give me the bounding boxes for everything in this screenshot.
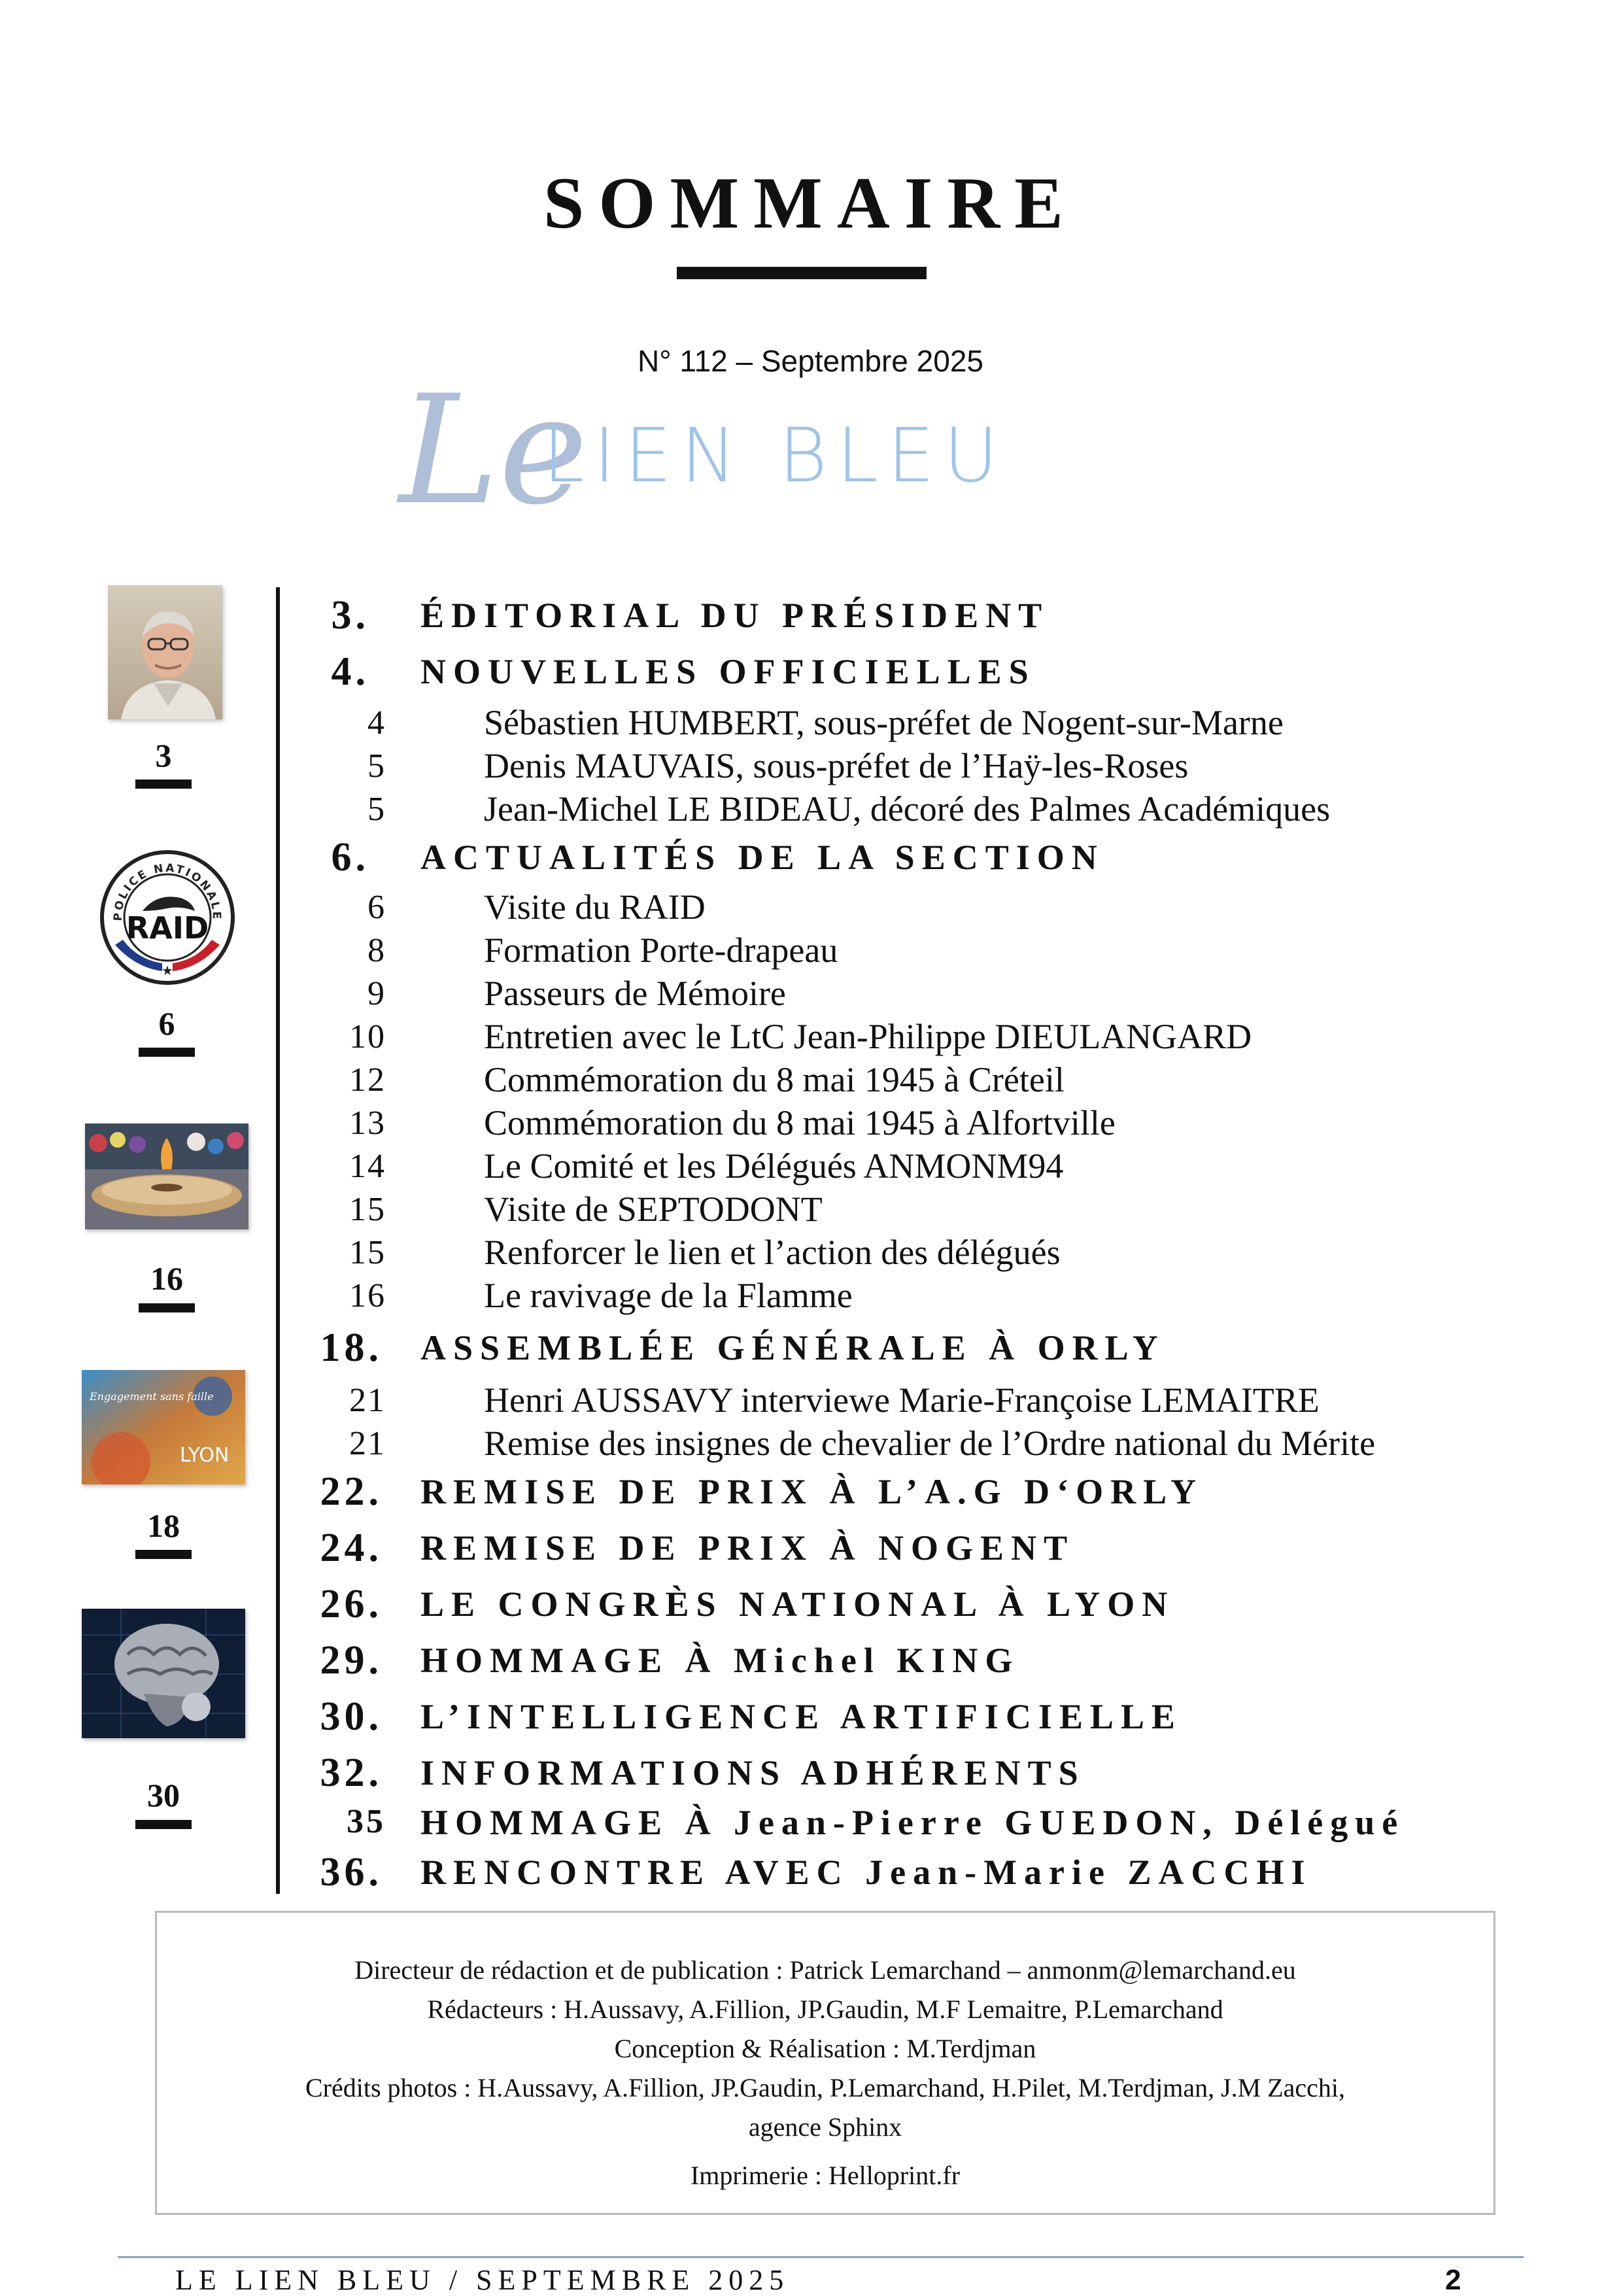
ai-brain-icon <box>82 1609 245 1738</box>
toc-sub-page: 14 <box>349 1148 386 1185</box>
toc-sub-title: Visite de SEPTODONT <box>484 1190 823 1229</box>
congress-poster-icon <box>82 1370 245 1484</box>
thumb-bar-3 <box>135 780 192 789</box>
toc-sub-title: Formation Porte-drapeau <box>484 931 838 970</box>
toc-main-page: 24. <box>320 1526 383 1570</box>
toc-sub-page: 21 <box>349 1425 386 1462</box>
svg-text:LYON: LYON <box>180 1444 230 1467</box>
toc-sub-page: 5 <box>367 747 386 785</box>
footer-rule <box>118 2256 1524 2258</box>
thumb-bar-6 <box>139 1048 195 1057</box>
toc-main-title: INFORMATIONS ADHÉRENTS <box>420 1753 1085 1792</box>
toc-main-page: 29. <box>320 1638 383 1683</box>
toc-sub-page: 6 <box>367 889 386 926</box>
flame-memorial-icon <box>85 1123 248 1229</box>
logo-le: Le <box>399 364 588 538</box>
credits-editors: Rédacteurs : H.Aussavy, A.Fillion, JP.Gaudin, M.F Lemaitre, P.Lemarchand <box>427 1995 1223 2024</box>
thumb-congress-poster <box>82 1370 245 1484</box>
toc-sub-page: 8 <box>367 932 386 969</box>
svg-text:RAID: RAID <box>126 910 209 946</box>
thumb-bar-16 <box>139 1303 195 1312</box>
thumb-page-30: 30 <box>147 1777 180 1813</box>
toc-sub-page: 4 <box>367 704 386 742</box>
toc-sub-page: 16 <box>349 1277 386 1314</box>
thumb-ai-brain <box>82 1609 245 1738</box>
toc-sub-title: Henri AUSSAVY interviewe Marie-Françoise LEMAITRE <box>484 1380 1320 1420</box>
title-underline <box>677 267 927 279</box>
toc-sub-page: 15 <box>349 1191 386 1228</box>
toc-main-title: NOUVELLES OFFICIELLES <box>420 652 1036 691</box>
thumb-raid-emblem <box>97 847 238 988</box>
toc-main-page: 30. <box>320 1694 383 1739</box>
toc-main-page: 35 <box>347 1803 386 1840</box>
thumb-page-18: 18 <box>147 1507 180 1544</box>
toc-sub-title: Sébastien HUMBERT, sous-préfet de Nogent-sur-Marne <box>484 703 1284 742</box>
footer-publication: LE LIEN BLEU / SEPTEMBRE 2025 <box>175 2264 790 2296</box>
toc-main-page: 32. <box>320 1751 383 1795</box>
toc-sub-page: 13 <box>349 1105 386 1142</box>
toc-main-page: 36. <box>320 1850 383 1894</box>
thumb-bar-18 <box>135 1550 192 1559</box>
toc-main-title: ÉDITORIAL DU PRÉSIDENT <box>420 596 1049 635</box>
credits-printer: Imprimerie : Helloprint.fr <box>690 2161 961 2190</box>
thumb-bar-30 <box>135 1820 192 1829</box>
issue-number: N° 112 – Septembre 2025 <box>638 344 983 378</box>
toc-sub-page: 9 <box>367 975 386 1012</box>
thumb-flame-memorial <box>85 1123 248 1229</box>
toc-main-title: HOMMAGE À Michel KING <box>420 1641 1020 1680</box>
toc-main-title: RENCONTRE AVEC Jean-Marie ZACCHI <box>420 1853 1312 1892</box>
svg-text:POLICE NATIONALE: POLICE NATIONALE <box>111 861 224 921</box>
toc-sub-title: Commémoration du 8 mai 1945 à Créteil <box>484 1060 1065 1099</box>
thumb-page-6: 6 <box>158 1005 175 1042</box>
toc-sub-title: Entretien avec le LtC Jean-Philippe DIEULANGARD <box>484 1017 1252 1056</box>
toc-sub-title: Denis MAUVAIS, sous-préfet de l’Haÿ-les-Roses <box>484 746 1189 785</box>
toc-main-page: 3. <box>331 593 369 638</box>
toc-main-page: 4. <box>331 649 369 694</box>
toc-main-page: 6. <box>331 835 369 880</box>
raid-emblem-icon <box>97 847 238 988</box>
credits-box <box>155 1911 1495 2215</box>
toc-main-title: L’INTELLIGENCE ARTIFICIELLE <box>420 1697 1182 1736</box>
portrait-icon <box>108 585 222 719</box>
toc-main-title: HOMMAGE À Jean-Pierre GUEDON, Délégué <box>420 1803 1405 1842</box>
thumb-portrait <box>108 585 222 719</box>
svg-text:★: ★ <box>162 964 173 978</box>
page-title: SOMMAIRE <box>543 163 1078 244</box>
toc-sub-title: Passeurs de Mémoire <box>484 974 786 1013</box>
toc-main-page: 26. <box>320 1582 383 1626</box>
toc-main-title: LE CONGRÈS NATIONAL À LYON <box>420 1585 1175 1624</box>
toc-main-title: ACTUALITÉS DE LA SECTION <box>420 838 1104 877</box>
toc-sub-title: Jean-Michel LE BIDEAU, décoré des Palmes Académiques <box>484 789 1331 829</box>
toc-sub-page: 12 <box>349 1061 386 1099</box>
thumb-page-3: 3 <box>155 737 172 774</box>
toc-sub-title: Visite du RAID <box>484 887 706 927</box>
credits-director: Directeur de rédaction et de publication : Patrick Lemarchand – anmonm@lemarchand.eu <box>354 1955 1296 1985</box>
credits-photos-cont: agence Sphinx <box>748 2112 902 2142</box>
toc-main-page: 18. <box>320 1326 383 1370</box>
toc-sub-title: Commémoration du 8 mai 1945 à Alfortville <box>484 1103 1116 1142</box>
toc-sub-title: Le Comité et les Délégués ANMONM94 <box>484 1146 1064 1186</box>
toc-sub-page: 15 <box>349 1234 386 1271</box>
toc-sub-page: 10 <box>349 1018 386 1055</box>
logo-text: LIEN BLEU <box>543 412 1008 499</box>
toc-sub-title: Remise des insignes de chevalier de l’Ordre national du Mérite <box>484 1424 1376 1463</box>
toc-sub-page: 5 <box>367 791 386 828</box>
toc-sub-title: Le ravivage de la Flamme <box>484 1276 853 1315</box>
toc-sub-title: Renforcer le lien et l’action des délégués <box>484 1233 1061 1272</box>
toc-main-title: REMISE DE PRIX À NOGENT <box>420 1528 1075 1568</box>
toc-main-page: 22. <box>320 1469 383 1514</box>
footer-page-number: 2 <box>1445 2264 1461 2296</box>
toc-main-title: ASSEMBLÉE GÉNÉRALE À ORLY <box>420 1328 1165 1367</box>
credits-design: Conception & Réalisation : M.Terdjman <box>614 2034 1036 2063</box>
credits-photos: Crédits photos : H.Aussavy, A.Fillion, JP.Gaudin, P.Lemarchand, H.Pilet, M.Terdjman, J.M Zacchi, <box>305 2073 1346 2102</box>
svg-text:Engagement sans faille: Engagement sans faille <box>90 1390 214 1403</box>
toc-sub-page: 21 <box>349 1382 386 1419</box>
thumb-page-16: 16 <box>150 1260 183 1297</box>
toc-main-title: REMISE DE PRIX À L’A.G D‘ORLY <box>420 1472 1204 1511</box>
